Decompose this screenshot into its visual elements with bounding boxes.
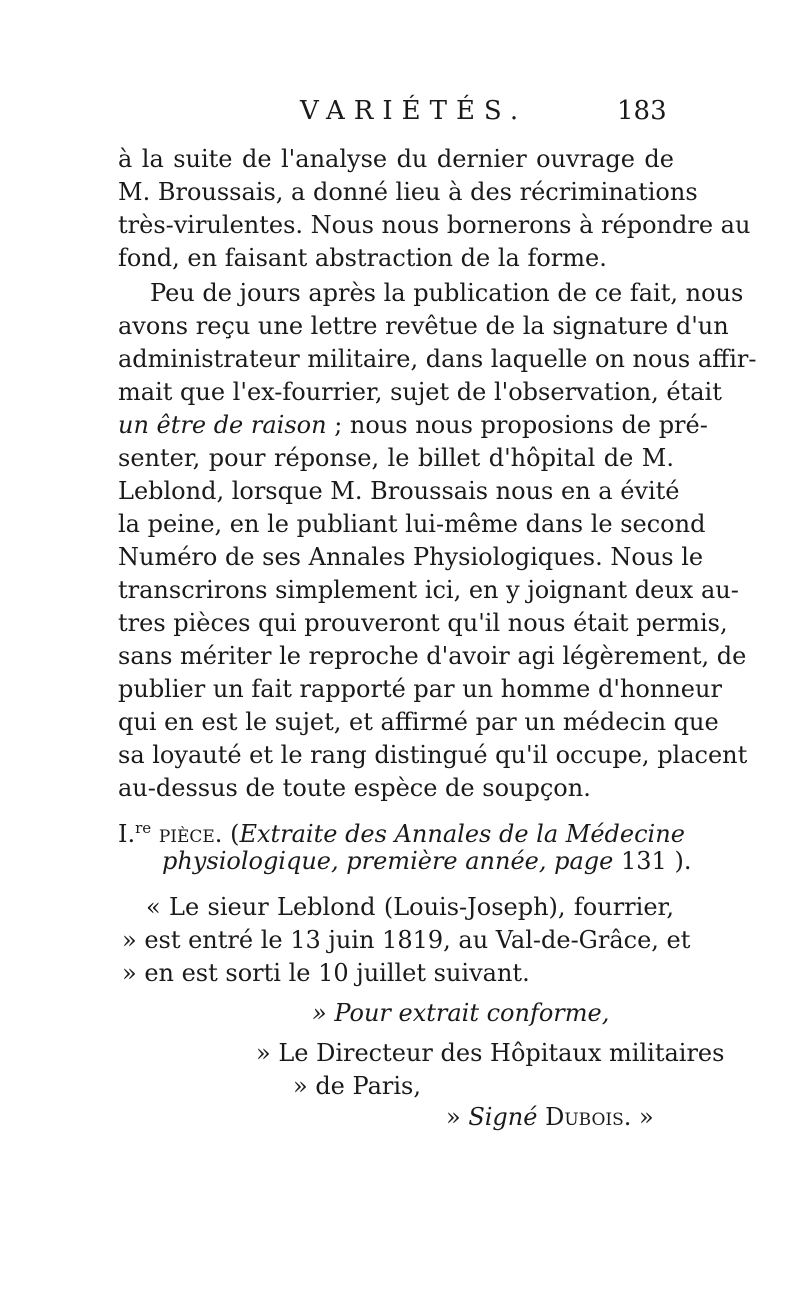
piece-title: Extraite des Annales de la Médecine — [239, 820, 685, 848]
text-line: au-dessus de toute espèce de soupçon. — [118, 774, 591, 802]
text-line: sans mériter le reproche d'avoir agi légèrement, de — [118, 642, 747, 670]
piece-heading-cont — [162, 847, 692, 875]
quote-line: » en est sorti le 10 juillet suivant. — [122, 959, 530, 987]
text-line: très-virulentes. Nous nous bornerons à répondre au — [118, 211, 751, 239]
signature-close: . » — [623, 1103, 654, 1131]
piece-page-number: 131 — [621, 847, 667, 875]
piece-label: pièce. — [158, 820, 223, 848]
signer-name: Dubois — [545, 1103, 624, 1131]
text-line: senter, pour réponse, le billet d'hôpital de M. — [118, 444, 674, 472]
text-line: fond, en faisant abstraction de la forme. — [118, 244, 607, 272]
text-line: administrateur militaire, dans laquelle on nous affir- — [118, 345, 757, 373]
text-line: Numéro de ses Annales Physiologiques. Nous le — [118, 543, 704, 571]
text-line: sa loyauté et le rang distingué qu'il occupe, placent — [118, 741, 748, 769]
signature-line — [446, 1103, 706, 1131]
close-paren: ). — [674, 847, 692, 875]
text-line: qui en est le sujet, et affirmé par un médecin que — [118, 708, 719, 736]
line-continuation: ; nous nous proposions de pré- — [334, 411, 708, 439]
text-line — [118, 411, 708, 439]
piece-title-cont: physiologique, première année, page — [162, 847, 614, 875]
italic-phrase: un être de raison — [118, 411, 327, 439]
text-line: tres pièces qui prouveront qu'il nous était permis, — [118, 609, 728, 637]
signature-open: » — [446, 1103, 469, 1131]
piece-number: I. — [118, 820, 136, 848]
text-line: publier un fait rapporté par un homme d'honneur — [118, 675, 722, 703]
signed-word: Signé — [468, 1103, 538, 1131]
text-line: à la suite de l'analyse du dernier ouvrage de — [118, 145, 674, 173]
text-line: M. Broussais, a donné lieu à des récriminations — [118, 178, 698, 206]
piece-number-suffix: re — [135, 819, 152, 837]
page-number: 183 — [617, 96, 667, 126]
quote-line: « Le sieur Leblond (Louis-Joseph), fourrier, — [146, 893, 674, 921]
text-line: Leblond, lorsque M. Broussais nous en a évité — [118, 477, 680, 505]
open-paren: ( — [230, 820, 240, 848]
piece-heading — [118, 814, 685, 848]
text-line: Peu de jours après la publication de ce fait, nous — [150, 279, 744, 307]
extract-line: » Pour extrait conforme, — [312, 999, 610, 1027]
running-title: VARIÉTÉS. — [300, 96, 528, 126]
director-line: » Le Directeur des Hôpitaux militaires — [256, 1039, 725, 1067]
text-line: mait que l'ex-fourrier, sujet de l'observation, était — [118, 378, 722, 406]
quote-line: » est entré le 13 juin 1819, au Val-de-Grâce, et — [122, 926, 691, 954]
text-line: la peine, en le publiant lui-même dans le second — [118, 510, 706, 538]
paris-line: » de Paris, — [293, 1072, 421, 1100]
text-line: transcrirons simplement ici, en y joignant deux au- — [118, 576, 739, 604]
text-line: avons reçu une lettre revêtue de la signature d'un — [118, 312, 729, 340]
